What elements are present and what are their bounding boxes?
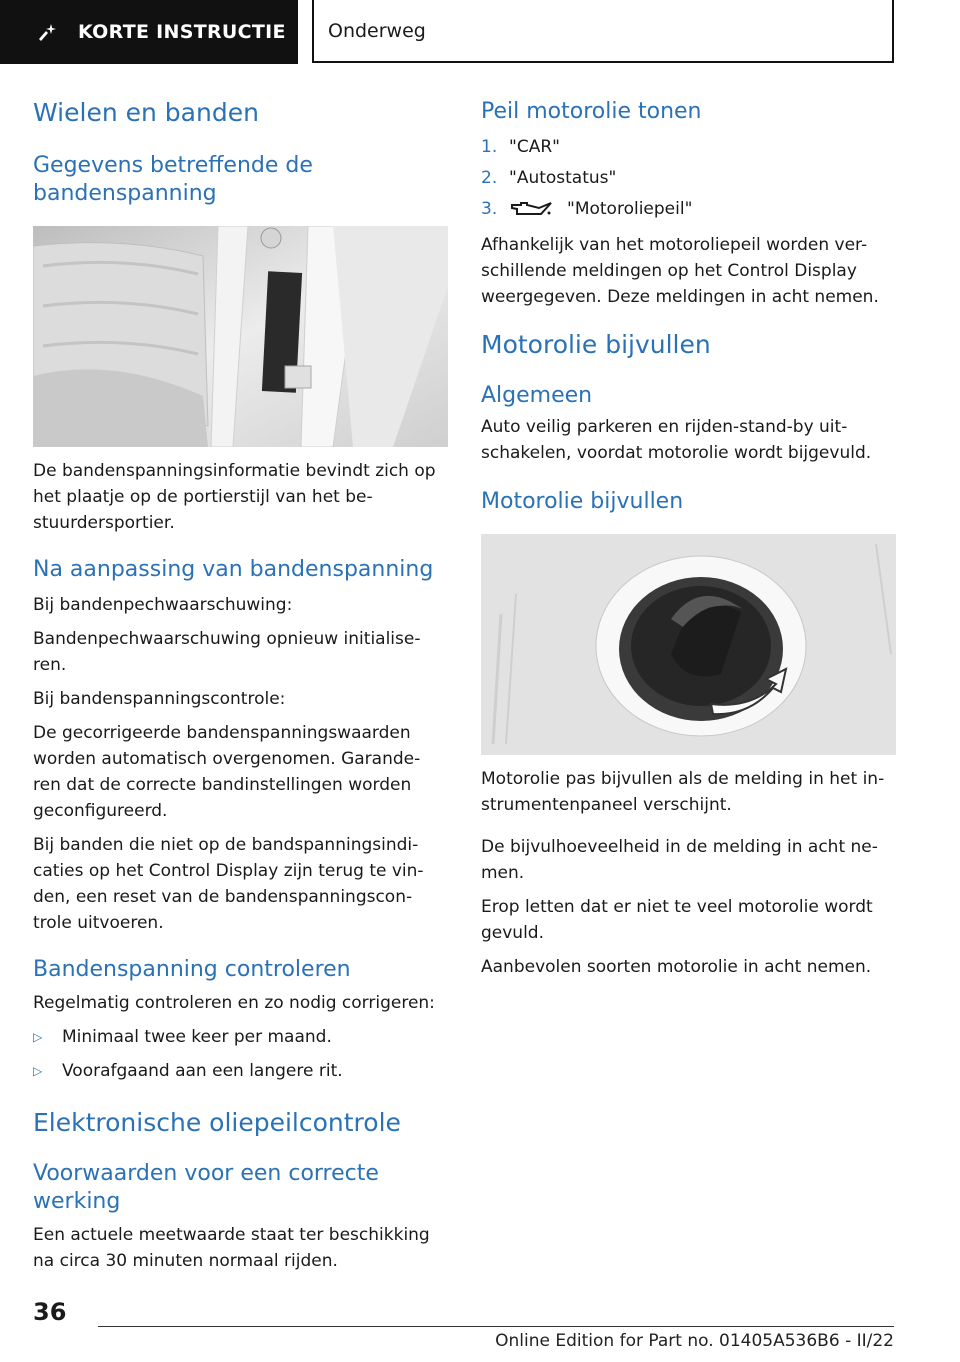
chapter-tab [0,0,298,64]
paragraph-tire-data: De bandenspanningsinformatie bevindt zich op het plaatje op de portierstijl van het be-stuurdersportier. [33,461,436,533]
heading-tire-data: Gegevens betreffende de bandenspanning [33,153,313,206]
paragraph-after-4: De gecorrigeerde bandenspanningswaarden worden automatisch overgenomen. Garande-ren dat de correcte bandinstellingen worden geconfigureerd. [33,723,421,821]
car-sparkle-icon [36,22,78,42]
heading-wheels: Wielen en banden [33,98,259,127]
paragraph-refill-3: Erop letten dat er niet te veel motorolie wordt gevuld. [481,897,873,943]
heading-refill: Motorolie bijvullen [481,330,711,359]
paragraph-conditions: Een actuele meetwaarde staat ter beschikking na circa 30 minuten normaal rijden. [33,1225,430,1271]
oil-cap-figure [481,534,896,755]
heading-after-adjust: Na aanpassing van bandenspanning [33,557,434,582]
page-header [0,0,960,66]
oil-steps [481,134,896,227]
paragraph-after-1: Bij bandenpechwaarschuwing: [33,595,293,615]
oil-can-icon [509,199,553,225]
paragraph-check: Regelmatig controleren en zo nodig corrigeren: [33,993,435,1013]
left-column [33,98,448,1274]
paragraph-after-3: Bij bandenspanningscontrole: [33,689,286,709]
page-number: 36 [33,1298,67,1326]
footer-divider [98,1326,894,1327]
edition-text: Online Edition for Part no. 01405A536B6 - II/22 [495,1331,894,1351]
heading-show-oil: Peil motorolie tonen [481,99,702,124]
check-bullets [33,1024,448,1084]
list-item: ▷ Minimaal twee keer per maand. [33,1024,448,1050]
door-pillar-figure [33,226,448,447]
list-item: 2. "Autostatus" [481,168,617,188]
heading-refill-sub: Motorolie bijvullen [481,489,684,514]
heading-conditions: Voorwaarden voor een correcte werking [33,1161,379,1214]
paragraph-refill-4: Aanbevolen soorten motorolie in acht nemen. [481,957,872,977]
paragraph-after-2: Bandenpechwaarschuwing opnieuw initialise-ren. [33,629,421,675]
heading-oil-control: Elektronische oliepeilcontrole [33,1108,401,1137]
list-item: 3. "Motoroliepeil" [481,196,896,227]
paragraph-refill-2: De bijvulhoeveelheid in de melding in acht ne-men. [481,837,878,883]
list-item: 1. "CAR" [481,137,560,157]
right-column [481,98,896,980]
list-item: ▷ Voorafgaand aan een langere rit. [33,1058,448,1084]
triangle-bullet-icon: ▷ [33,1030,43,1044]
paragraph-after-5: Bij banden die niet op de bandspanningsindi-caties op het Control Display zijn terug te vin-den, een reset van de bandenspanningscon-trole uitvoeren. [33,835,424,933]
heading-general: Algemeen [481,383,593,408]
heading-check: Bandenspanning controleren [33,957,351,982]
paragraph-refill-1: Motorolie pas bijvullen als de melding in het in-strumentenpaneel verschijnt. [481,769,885,815]
paragraph-general: Auto veilig parkeren en rijden-stand-by uit-schakelen, voordat motorolie wordt bijgevuld. [481,417,872,463]
paragraph-depending: Afhankelijk van het motoroliepeil worden ver-schillende meldingen op het Control Display weergegeven. Deze meldingen in acht nemen. [481,235,879,307]
chapter-tab-label: KORTE INSTRUCTIE [78,21,286,43]
section-label: Onderweg [312,0,894,63]
triangle-bullet-icon: ▷ [33,1064,43,1078]
